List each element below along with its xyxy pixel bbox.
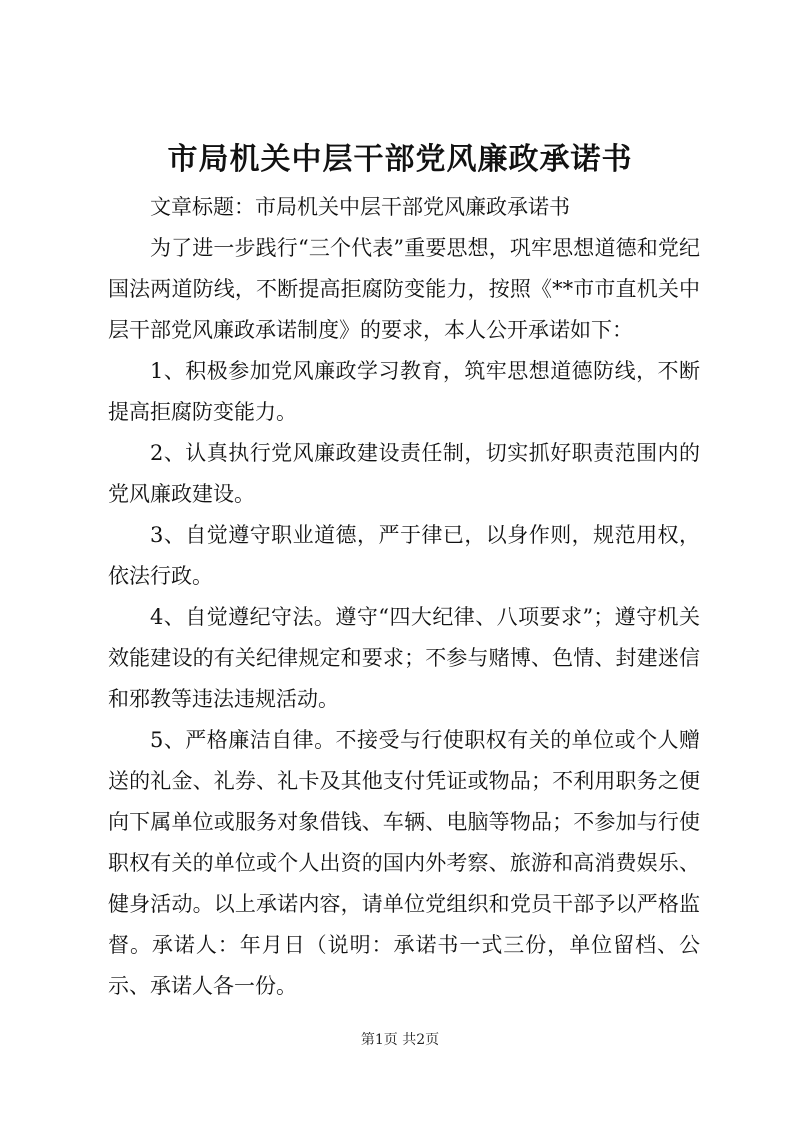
commitment-item-4: 4、自觉遵纪守法。遵守“四大纪律、八项要求”；遵守机关效能建设的有关纪律规定和要求；不参与赌博、色情、封建迷信和邪教等违法违规活动。 <box>108 605 700 711</box>
commitment-item-5: 5、严格廉洁自律。不接受与行使职权有关的单位或个人赠送的礼金、礼券、礼卡及其他支付凭证或物品；不利用职务之便向下属单位或服务对象借钱、车辆、电脑等物品；不参加与行使职权有关的单位或个人出资的国内外考察、旅游和高消费娱乐、健身活动。以上承诺内容，请单位党组织和党员干部予以严格监督。承诺人：年月日（说明：承诺书一式三份，单位留档、公示、承诺人各一份。 <box>108 728 700 998</box>
article-title-line: 文章标题：市局机关中层干部党风廉政承诺书 <box>150 195 570 219</box>
commitment-item-2: 2、认真执行党风廉政建设责任制，切实抓好职责范围内的党风廉政建设。 <box>108 441 700 506</box>
document-body <box>108 187 700 1007</box>
page-number-footer: 第1页 共2页 <box>360 1032 440 1048</box>
commitment-item-3: 3、自觉遵守职业道德，严于律已，以身作则，规范用权，依法行政。 <box>108 523 700 588</box>
document-title: 市局机关中层干部党风廉政承诺书 <box>167 142 633 177</box>
commitment-item-1: 1、积极参加党风廉政学习教育，筑牢思想道德防线，不断提高拒腐防变能力。 <box>108 359 700 424</box>
intro-paragraph: 为了进一步践行“三个代表”重要思想，巩牢思想道德和党纪国法两道防线，不断提高拒腐防变能力，按照《**市市直机关中层干部党风廉政承诺制度》的要求，本人公开承诺如下： <box>108 236 700 342</box>
